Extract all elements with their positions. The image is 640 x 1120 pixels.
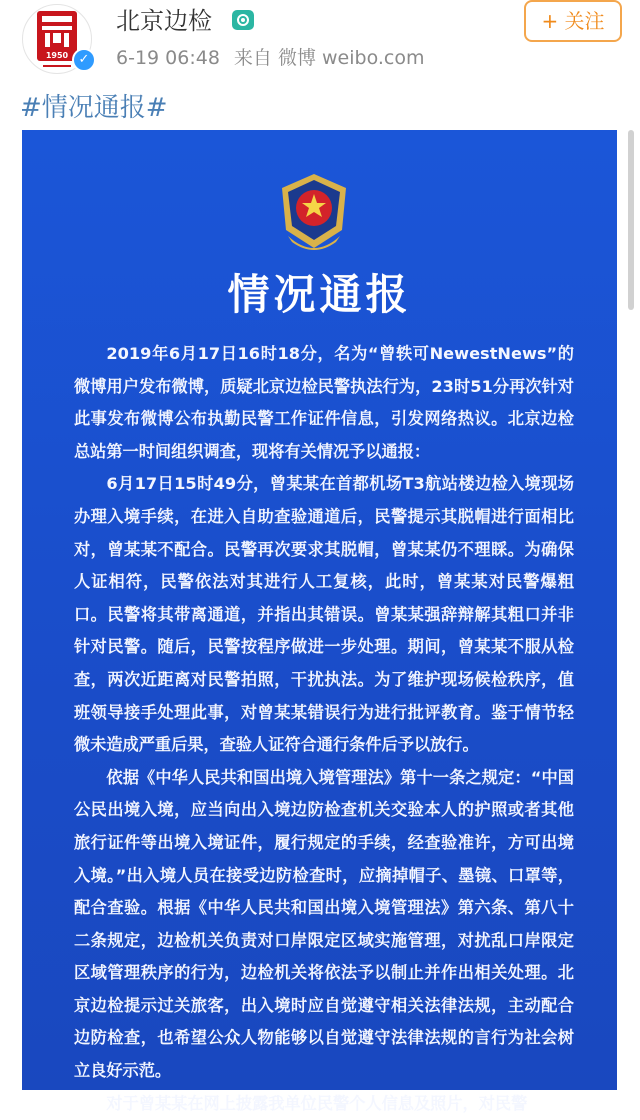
announcement-body [74, 338, 574, 1120]
verified-badge-icon: ✓ [72, 48, 96, 72]
post-meta [116, 46, 438, 70]
post-time: 6-19 06:48 [116, 47, 220, 69]
paragraph: 依据《中华人民共和国出境入境管理法》第十一条之规定：“中国公民出境入境，应当向出入境边防检查机关交验本人的护照或者其他旅行证件等出境入境证件，履行规定的手续，经查验准许，方可出境入境。”出入境人员在接受边防检查时，应摘掉帽子、墨镜、口罩等，配合查验。根据《中华人民共和国出境入境管理法》第六条、第八十二条规定，边检机关负责对口岸限定区域实施管理，对扰乱口岸限定区域管理秩序的行为，边检机关将依法予以制止并作出相关处理。北京边检提示过关旅客，出入境时应自觉遵守相关法律法规，主动配合边防检查，也希望公众人物能够以自觉遵守法律法规的言行为社会树立良好示范。 [74, 767, 574, 1081]
avatar-year: 1950 [45, 51, 69, 60]
paragraph: 2019年6月17日16时18分，名为“曾轶可NewestNews”的微博用户发布微博，质疑北京边检民警执法行为，23时51分再次针对此事发布微博公布执勤民警工作证件信息，引发网络热议。北京边检总站第一时间组织调查，现将有关情况予以通报： [74, 344, 574, 461]
post-header [0, 0, 640, 90]
paragraph: 6月17日15时49分，曾某某在首都机场T3航站楼边检入境现场办理入境手续，在进入自助查验通道后，民警提示其脱帽进行面相比对，曾某某不配合。民警再次要求其脱帽，曾某某仍不理睬。为确保人证相符，民警依法对其进行人工复核，此时，曾某某对民警爆粗口。民警将其带离通道，并指出其错误。曾某某强辞辩解其粗口并非针对民警。随后，民警按程序做进一步处理。期间，曾某某不服从检查，两次近距离对民警拍照，干扰执法。为了维护现场候检秩序，值班领导接手处理此事，对曾某某错误行为进行批评教育。鉴于情节轻微未造成严重后果，查验人证符合通行条件后予以放行。 [74, 474, 574, 755]
scrollbar[interactable] [628, 130, 634, 310]
police-emblem-icon [274, 170, 354, 256]
post-source[interactable]: 来自 微博 weibo.com [233, 47, 425, 69]
announcement-image[interactable] [22, 130, 617, 1113]
follow-button[interactable]: + 关注 [524, 0, 622, 42]
paragraph: 对于曾某某在网上披露我单位民警个人信息及照片，对民警 [106, 1093, 528, 1113]
poster-title: 情况通报 [227, 270, 412, 319]
camera-badge-icon [232, 10, 254, 30]
topic-hashtag[interactable]: #情况通报# [20, 93, 168, 123]
username[interactable]: 北京边检 [116, 7, 212, 35]
